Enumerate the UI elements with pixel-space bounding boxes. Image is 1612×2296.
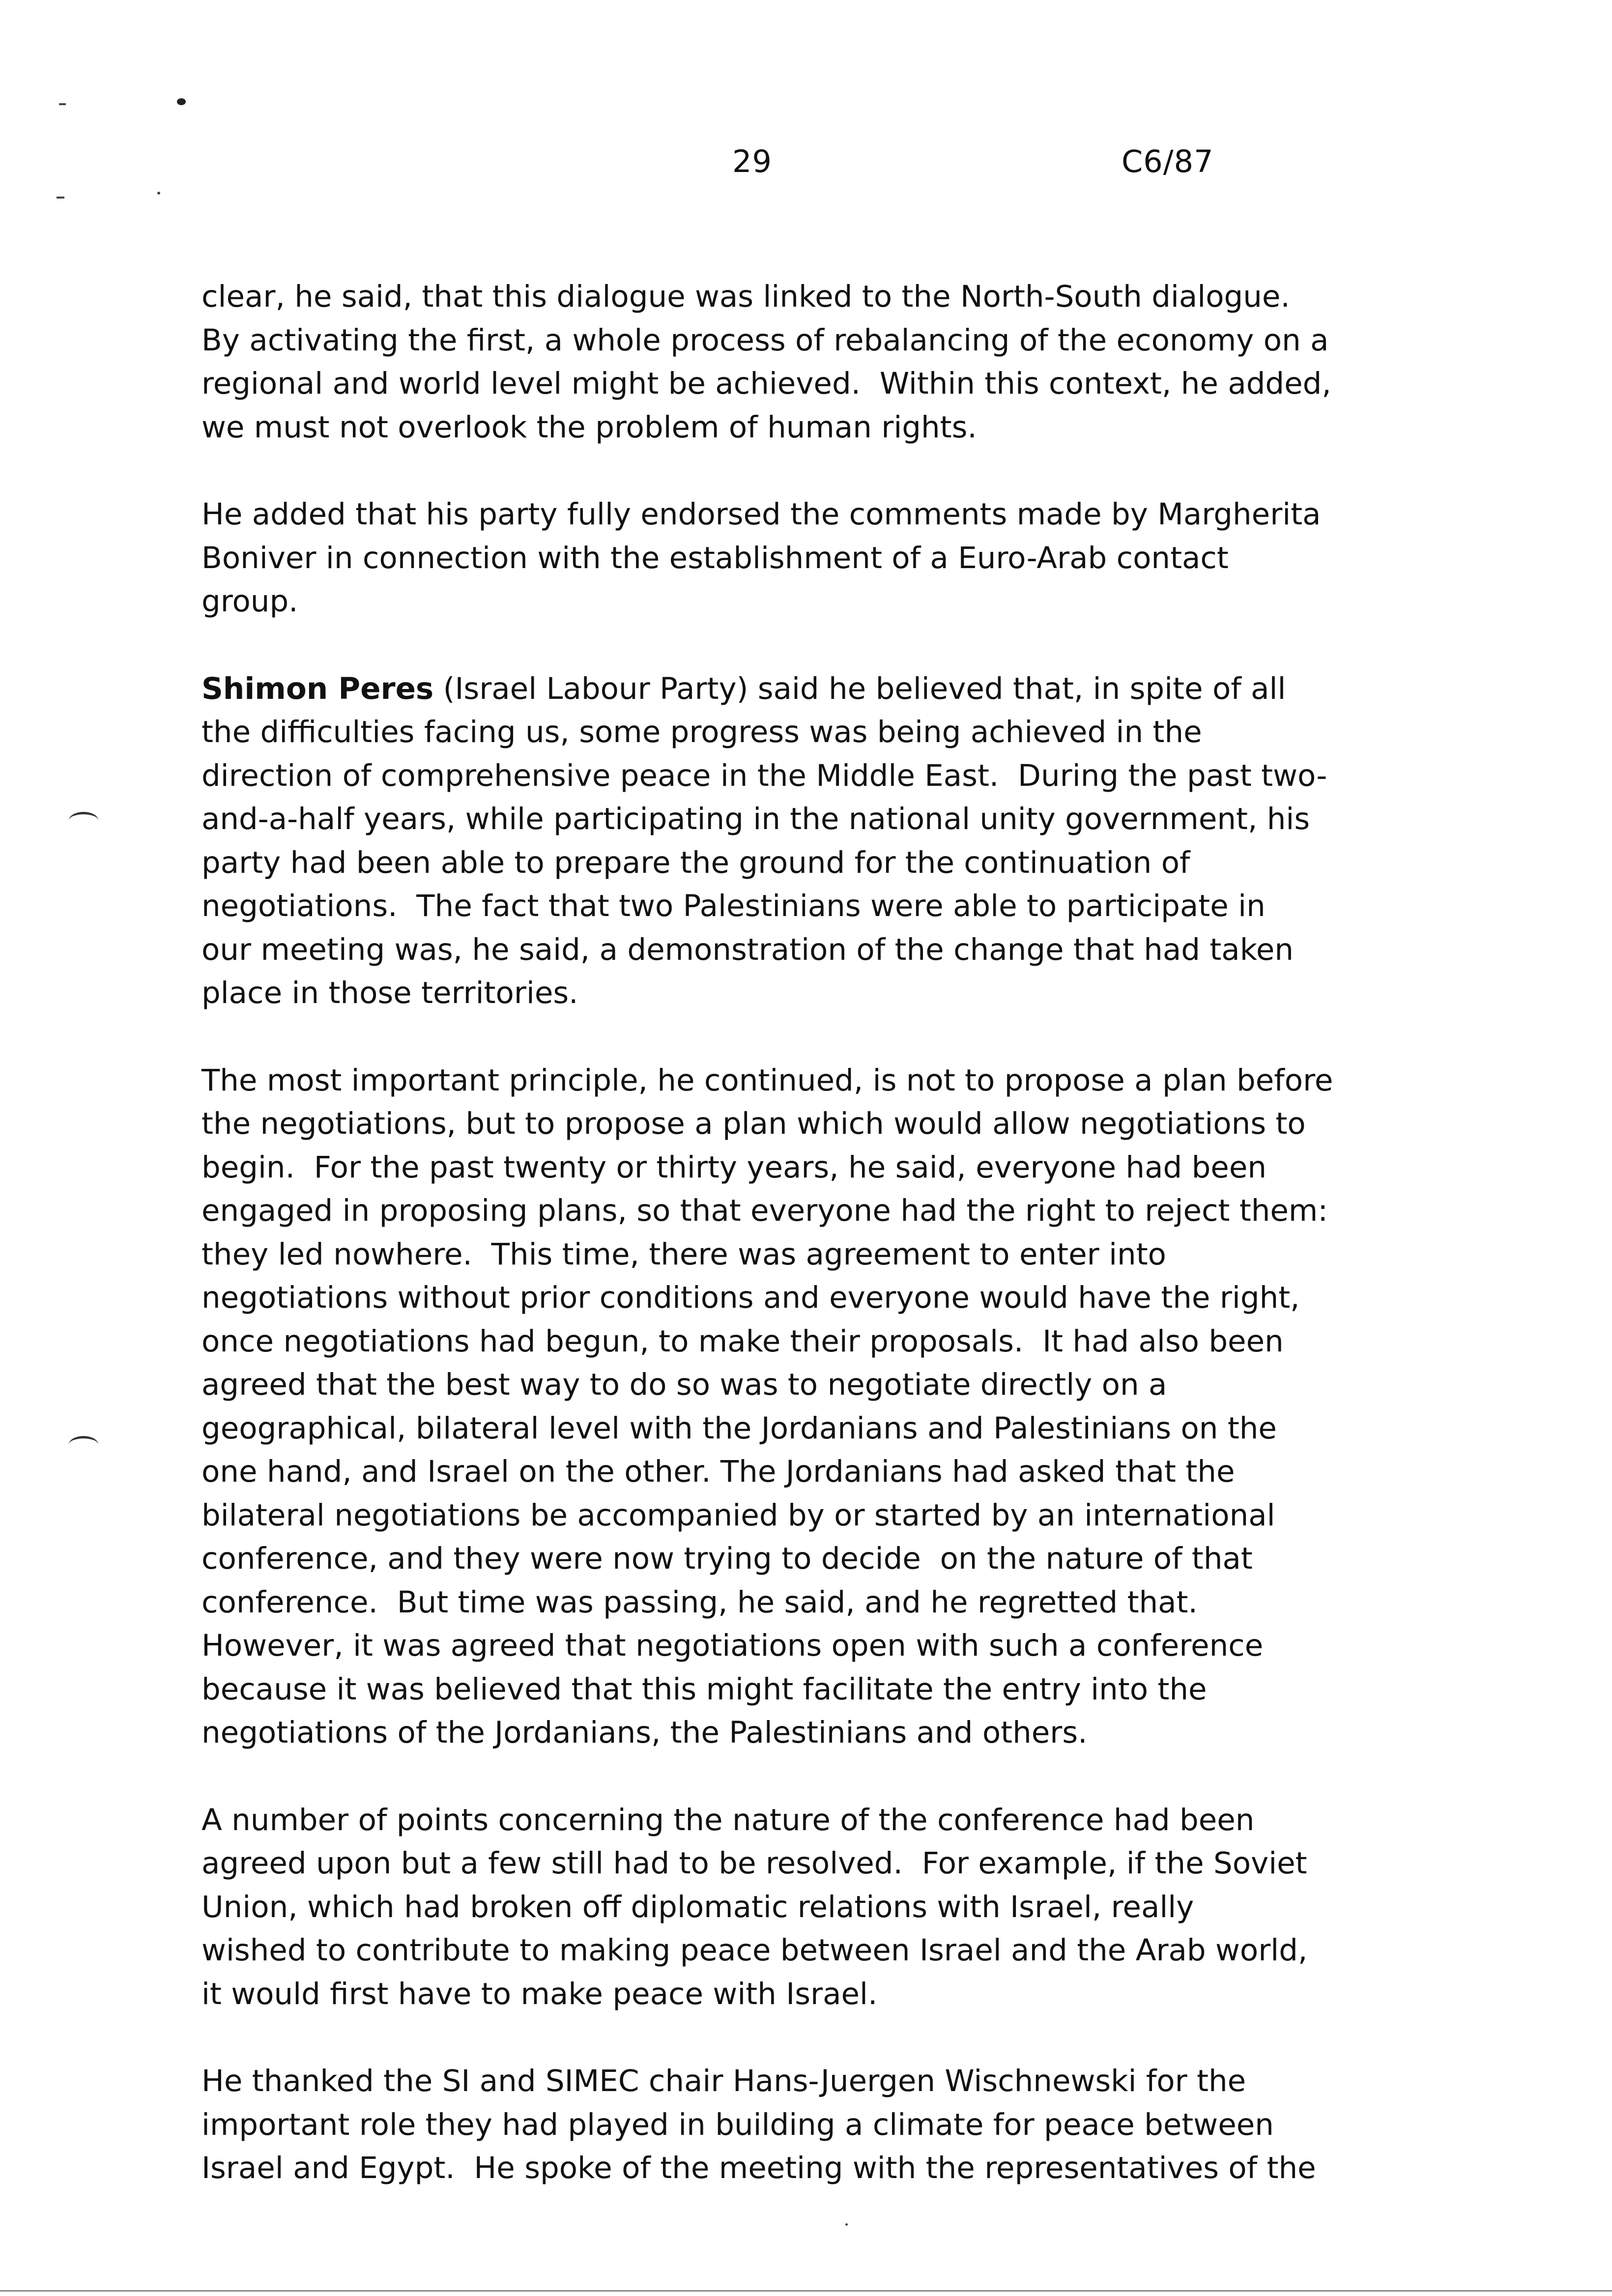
- paragraph: [202, 1059, 1381, 1755]
- page-bottom-edge: [0, 2290, 1612, 2292]
- text-line: clear, he said, that this dialogue was linked to the North-South dialogue.: [202, 279, 1290, 314]
- text-line: and-a-half years, while participating in the national unity government, his: [202, 802, 1310, 836]
- page-number: 29: [732, 144, 772, 179]
- text-line: geographical, bilateral level with the Jordanians and Palestinians on the: [202, 1410, 1277, 1446]
- text-line: agreed that the best way to do so was to negotiate directly on a: [202, 1367, 1167, 1402]
- text-line: He added that his party fully endorsed the comments made by Margherita: [202, 497, 1321, 532]
- text-line: agreed upon but a few still had to be resolved. For example, if the Soviet: [202, 1846, 1307, 1881]
- text-line: they led nowhere. This time, there was agreement to enter into: [202, 1236, 1166, 1272]
- paragraph: [202, 275, 1381, 449]
- scan-speck: [845, 2223, 848, 2226]
- text-line: negotiations of the Jordanians, the Palestinians and others.: [202, 1715, 1088, 1750]
- paragraph: [202, 2060, 1381, 2190]
- text-line: He thanked the SI and SIMEC chair Hans-Juergen Wischnewski for the: [202, 2064, 1246, 2098]
- text-line: the difficulties facing us, some progress was being achieved in the: [202, 715, 1202, 749]
- scan-speck: [177, 98, 186, 105]
- scan-speck: [57, 197, 64, 199]
- text-line: regional and world level might be achieved. Within this context, he added,: [202, 366, 1331, 401]
- paragraph: [202, 667, 1381, 1015]
- text-line: conference, and they were now trying to decide on the nature of that: [202, 1541, 1253, 1576]
- text-line: Israel and Egypt. He spoke of the meeting with the representatives of the: [202, 2151, 1316, 2185]
- text-line: wished to contribute to making peace between Israel and the Arab world,: [202, 1933, 1308, 1968]
- text-line: conference. But time was passing, he said, and he regretted that.: [202, 1584, 1198, 1620]
- paragraph: [202, 1799, 1381, 2016]
- text-line: because it was believed that this might facilitate the entry into the: [202, 1671, 1207, 1707]
- text-line: The most important principle, he continued, is not to propose a plan before: [202, 1062, 1333, 1098]
- scan-speck: [59, 103, 66, 105]
- text-line: However, it was agreed that negotiations open with such a conference: [202, 1628, 1264, 1663]
- punch-hole-mark: [69, 1436, 98, 1453]
- body-text: [202, 275, 1381, 2190]
- text-line: (Israel Labour Party) said he believed that, in spite of all: [433, 671, 1286, 706]
- text-line: place in those territories.: [202, 976, 578, 1010]
- scan-speck: [157, 192, 160, 195]
- text-line: our meeting was, he said, a demonstration of the change that had taken: [202, 932, 1294, 967]
- text-line: bilateral negotiations be accompanied by or started by an international: [202, 1497, 1275, 1533]
- text-line: party had been able to prepare the ground for the continuation of: [202, 845, 1190, 880]
- text-line: it would first have to make peace with Israel.: [202, 1976, 878, 2011]
- text-line: negotiations. The fact that two Palestinians were able to participate in: [202, 889, 1266, 923]
- paragraph: [202, 493, 1381, 624]
- text-line: Boniver in connection with the establishment of a Euro-Arab contact: [202, 540, 1229, 575]
- text-line: begin. For the past twenty or thirty years, he said, everyone had been: [202, 1149, 1267, 1185]
- text-line: important role they had played in building a climate for peace between: [202, 2107, 1274, 2142]
- text-line: Union, which had broken off diplomatic relations with Israel, really: [202, 1889, 1194, 1924]
- text-line: the negotiations, but to propose a plan which would allow negotiations to: [202, 1106, 1306, 1141]
- text-line: once negotiations had begun, to make their proposals. It had also been: [202, 1323, 1284, 1359]
- text-line: direction of comprehensive peace in the Middle East. During the past two-: [202, 758, 1327, 793]
- text-line: engaged in proposing plans, so that everyone had the right to reject them:: [202, 1193, 1328, 1228]
- text-line: one hand, and Israel on the other. The Jordanians had asked that the: [202, 1454, 1235, 1489]
- speaker-name: Shimon Peres: [202, 671, 434, 706]
- punch-hole-mark: [69, 812, 98, 829]
- text-line: we must not overlook the problem of human rights.: [202, 409, 977, 445]
- text-line: group.: [202, 584, 298, 619]
- document-code: C6/87: [1122, 144, 1214, 179]
- text-line: By activating the first, a whole process of rebalancing of the economy on a: [202, 322, 1329, 358]
- text-line: A number of points concerning the nature of the conference had been: [202, 1802, 1255, 1837]
- text-line: negotiations without prior conditions and everyone would have the right,: [202, 1280, 1300, 1315]
